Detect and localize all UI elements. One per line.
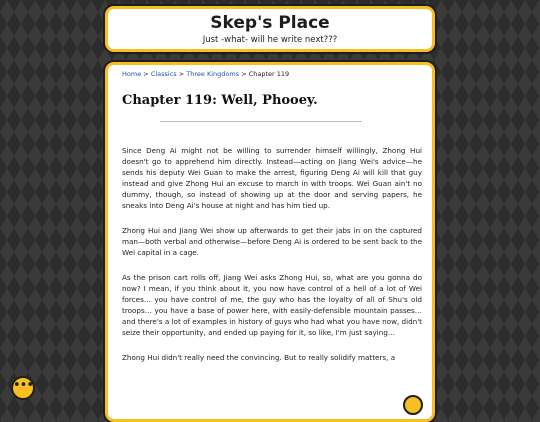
breadcrumb-separator: >	[241, 70, 247, 78]
post-paragraph: Zhong Hui and Jiang Wei show up afterwards to get their jabs in on the captured man—both verbal and otherwise—before Deng Ai is ordered to be sent back to the Wei capital in a cage.	[122, 226, 422, 257]
site-title[interactable]: Skep's Place	[210, 13, 330, 33]
post-title: Chapter 119: Well, Phooey.	[122, 93, 318, 108]
title-divider	[160, 121, 362, 122]
post-paragraph: As the prison cart rolls off, Jiang Wei asks Zhong Hui, so, what are you gonna do now? I mean, if you think about it, you now have control of a hell of a lot of Wei forces… you have control of me, the guy who has the loyalty of all of Shu's old troops… you have a base of power here, with easily-defensible mountain passes… and there's a lot of examples in history of guys who had what you have now, didn't seize their opportunity, and ended up paying for it, so like, I'm just saying…	[122, 273, 422, 337]
breadcrumb	[122, 70, 289, 78]
post-paragraph: Zhong Hui didn't really need the convincing. But to really solidify matters, a	[122, 353, 396, 362]
post-body	[122, 145, 422, 377]
breadcrumb-separator: >	[178, 70, 185, 78]
breadcrumb-classics-link[interactable]: Classics	[150, 70, 177, 78]
post-paragraph: Since Deng Ai might not be willing to surrender himself willingly, Zhong Hui doesn't go to apprehend him directly. Instead—acting on Jiang Wei's advice—he sends his deputy Wei Guan to make the arrest, figuring Deng Ai will kill that guy instead and give Zhong Hui an excuse to march in with troops. Wei Guan ain't no dummy, though, so instead of showing up at the door and serving papers, he sneaks into Deng Ai's house at night and has him tied up.	[122, 146, 422, 210]
breadcrumb-home-link[interactable]: Home	[122, 70, 142, 78]
ellipsis-icon: •••	[13, 378, 34, 393]
breadcrumb-three-kingdoms-link[interactable]: Three Kingdoms	[186, 70, 240, 78]
content-card	[105, 62, 435, 422]
menu-button[interactable]	[11, 376, 35, 400]
site-header	[105, 6, 435, 52]
site-tagline: Just -what- will he write next???	[202, 35, 338, 45]
breadcrumb-current: Chapter 119	[248, 70, 290, 78]
breadcrumb-separator: >	[143, 70, 149, 78]
back-to-top-button[interactable]	[403, 395, 423, 415]
